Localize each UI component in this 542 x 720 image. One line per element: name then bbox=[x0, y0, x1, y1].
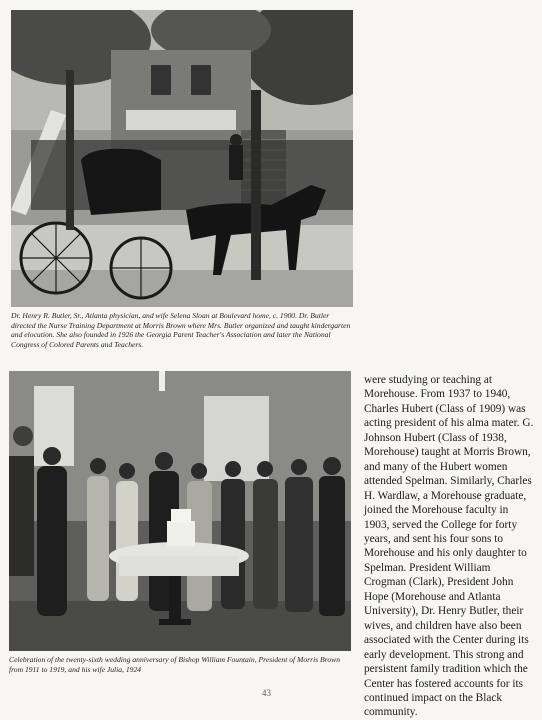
photo-horse-buggy-image bbox=[11, 10, 353, 307]
photo-anniversary-group-image bbox=[9, 371, 351, 651]
body-text-column: were studying or teaching at Morehouse. From 1937 to 1940, Charles Hubert (Class of 1909) was acting president of his alma mater. G. Johnson Hubert (Class of 1938, Morehouse) taught at Morris Brown, and many of the Hubert women attended Spelman. Similarly, Charles H. Wardlaw, a Morehouse graduate, joined the Morehouse faculty in 1903, served the College for forty years, and sent his four sons to Morehouse and his only daughter to Spelman. President William Crogman (Clark), President John Hope (Morehouse and Atlanta University), Dr. Henry Butler, their wives, and children have also been associated with the Center during its early development. This strong and persistent family tradition which the Center has fostered accounts for its continued impact on the Black community. bbox=[364, 374, 534, 719]
page-number: 43 bbox=[262, 688, 271, 698]
photo-caption-bottom: Celebration of the twenty-sixth wedding anniversary of Bishop William Fountain, President of Morris Brown from 1911 to 1919, and his wife Julia, 1924 bbox=[9, 655, 341, 674]
photo-horse-buggy bbox=[11, 10, 353, 307]
photo-anniversary-group bbox=[9, 371, 351, 651]
photo-caption-top: Dr. Henry R. Butler, Sr., Atlanta physician, and wife Selena Sloan at Boulevard home, c. 1900. Dr. Butler directed the Nurse Training Department at Morris Brown where Mrs. Butler organized and taught kindergarten and elocution. She also founded in 1926 the Georgia Parent Teacher's Association and later the National Congress of Colored Parents and Teachers. bbox=[11, 311, 351, 349]
